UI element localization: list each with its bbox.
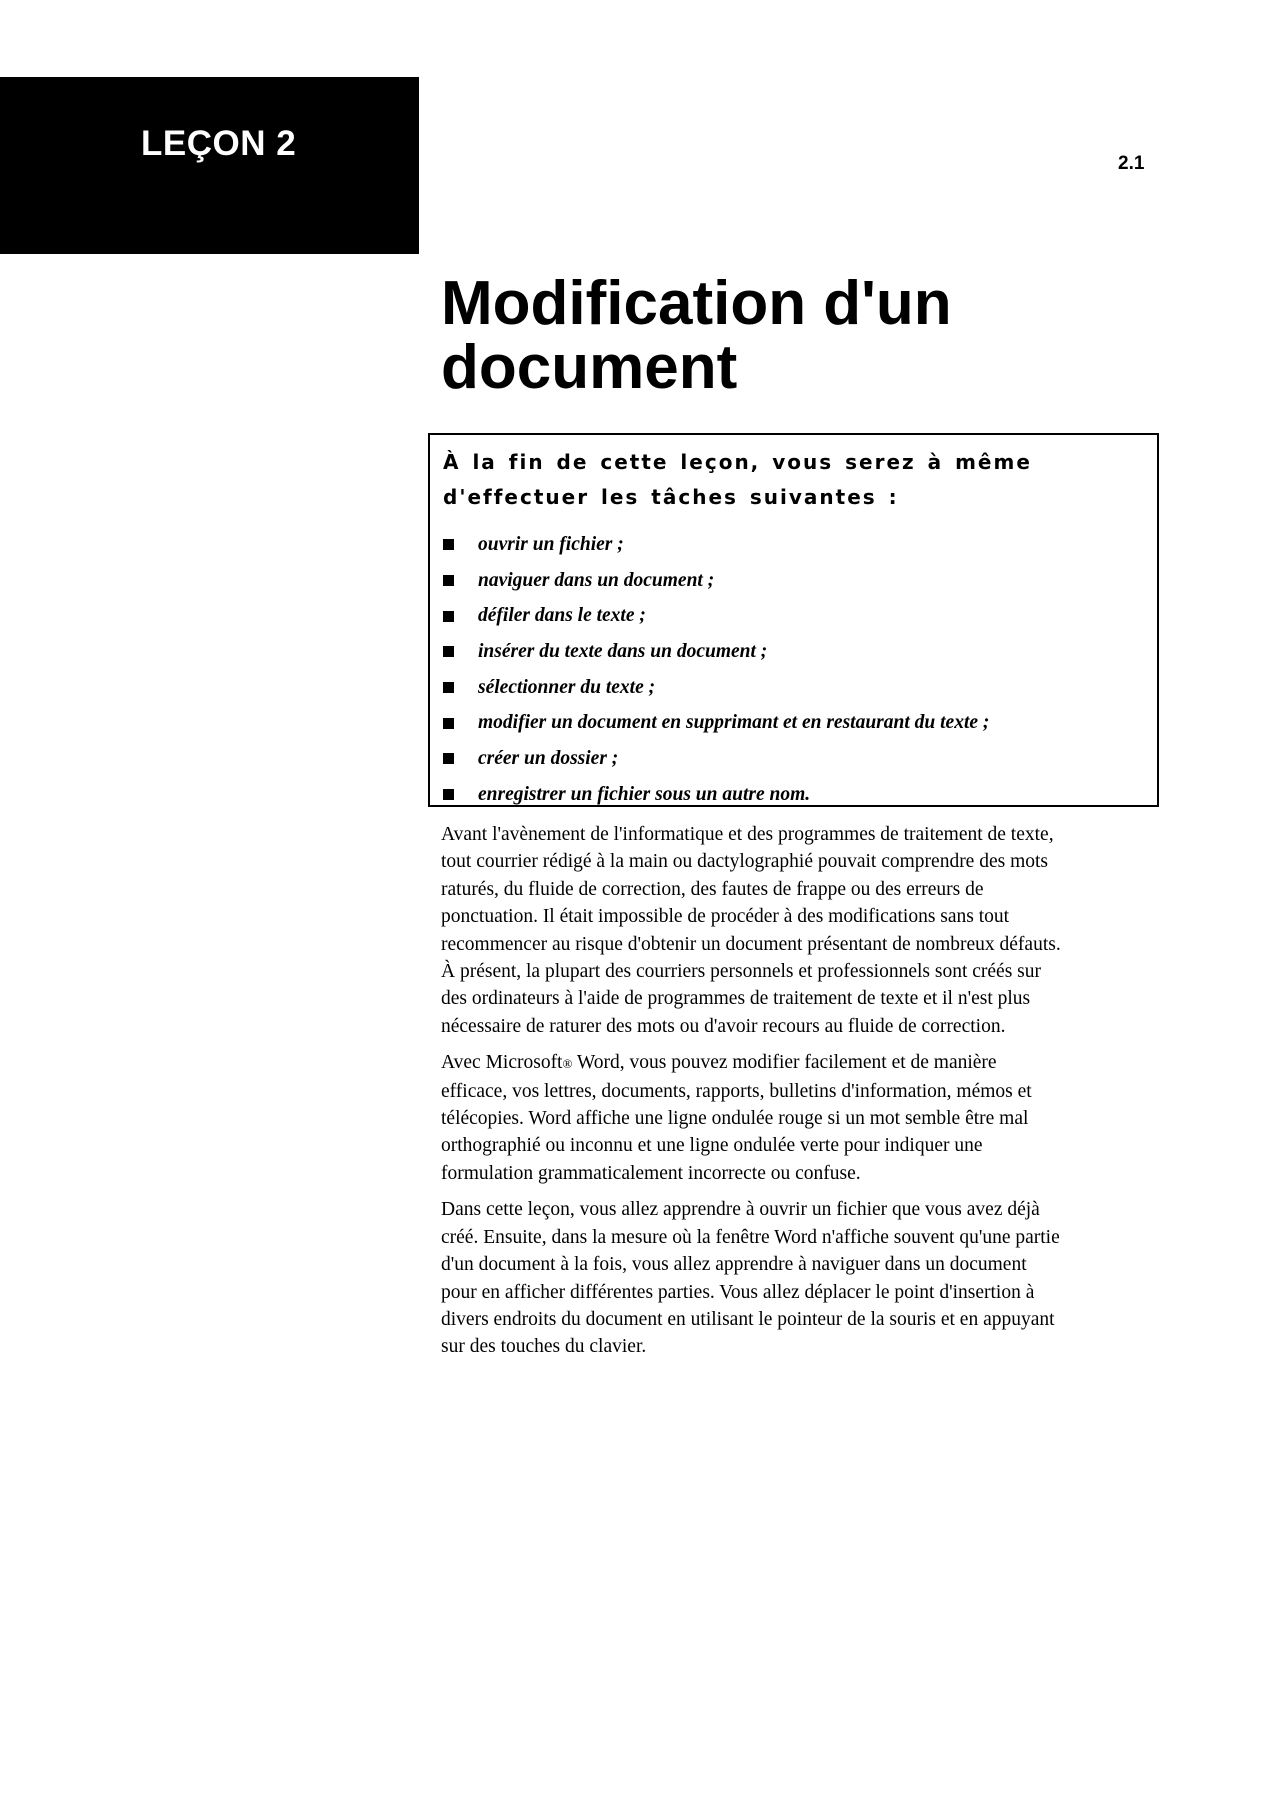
body-line: recommencer au risque d'obtenir un document présentant de nombreux défauts. xyxy=(441,933,1061,955)
objective-item xyxy=(442,705,989,741)
objective-item xyxy=(442,563,989,599)
lesson-header-block xyxy=(0,77,419,254)
body-line: créé. Ensuite, dans la mesure où la fenêtre Word n'affiche souvent qu'une partie xyxy=(441,1226,1060,1248)
page-title-line-1: Modification d'un xyxy=(441,269,952,338)
lesson-label: LEÇON 2 xyxy=(141,124,297,163)
objectives-intro xyxy=(443,445,1143,515)
body-line: ponctuation. Il était impossible de procéder à des modifications sans tout xyxy=(441,906,1010,928)
objective-text: modifier un document en supprimant et en restaurant du texte ; xyxy=(478,712,990,734)
bullet-square-icon xyxy=(443,789,454,800)
bullet-square-icon xyxy=(443,539,454,550)
objective-text: défiler dans le texte ; xyxy=(478,605,646,627)
body-paragraph-1 xyxy=(441,821,1161,1040)
body-line: tout courrier rédigé à la main ou dactylographié pouvait comprendre des mots xyxy=(441,851,1049,873)
bullet-square-icon xyxy=(443,611,454,622)
objective-item xyxy=(442,777,989,813)
body-line: d'un document à la fois, vous allez apprendre à naviguer dans un document xyxy=(441,1254,1027,1276)
body-line: Avant l'avènement de l'informatique et des programmes de traitement de texte, xyxy=(441,824,1054,845)
bullet-square-icon xyxy=(443,646,454,657)
objectives-box xyxy=(428,433,1159,807)
objective-text: enregistrer un fichier sous un autre nom. xyxy=(478,783,811,805)
body-line: formulation grammaticalement incorrecte ou confuse. xyxy=(441,1162,861,1184)
body-line: Dans cette leçon, vous allez apprendre à ouvrir un fichier que vous avez déjà xyxy=(441,1199,1040,1221)
objectives-intro-line-1: À la fin de cette leçon, vous serez à même xyxy=(443,450,1032,474)
body-line-start: Avec Microsoft xyxy=(441,1052,563,1074)
objective-text: sélectionner du texte ; xyxy=(478,676,656,698)
body-line: efficace, vos lettres, documents, rapports, bulletins d'information, mémos et xyxy=(441,1080,1032,1102)
objective-item xyxy=(442,598,989,634)
body-line: sur des touches du clavier. xyxy=(441,1336,647,1358)
body-paragraph-3 xyxy=(441,1196,1161,1360)
objective-item xyxy=(442,527,989,563)
body-line: télécopies. Word affiche une ligne ondulée rouge si un mot semble être mal xyxy=(441,1108,1029,1130)
objective-text: ouvrir un fichier ; xyxy=(478,533,624,555)
body-line: des ordinateurs à l'aide de programmes de traitement de texte et il n'est plus xyxy=(441,988,1031,1010)
objective-text: naviguer dans un document ; xyxy=(478,569,715,591)
objective-text: créer un dossier ; xyxy=(478,747,619,769)
bullet-square-icon xyxy=(443,575,454,586)
body-line: raturés, du fluide de correction, des fautes de frappe ou des erreurs de xyxy=(441,878,984,900)
body-paragraph-2 xyxy=(441,1049,1161,1187)
bullet-square-icon xyxy=(443,682,454,693)
body-line: nécessaire de raturer des mots ou d'avoir recours au fluide de correction. xyxy=(441,1015,1006,1037)
body-line: divers endroits du document en utilisant le pointeur de la souris et en appuyant xyxy=(441,1308,1055,1330)
registered-mark: ® xyxy=(562,1056,573,1072)
bullet-square-icon xyxy=(443,753,454,764)
page-title-line-2: document xyxy=(441,333,738,402)
body-line: orthographié ou inconnu et une ligne ondulée verte pour indiquer une xyxy=(441,1135,983,1157)
body-line-rest: Word, vous pouvez modifier facilement et de manière xyxy=(572,1052,997,1074)
objective-item xyxy=(442,741,989,777)
bullet-square-icon xyxy=(443,718,454,729)
objective-text: insérer du texte dans un document ; xyxy=(478,640,768,662)
objectives-intro-line-2: d'effectuer les tâches suivantes : xyxy=(443,485,899,509)
page-number: 2.1 xyxy=(1118,153,1145,174)
objective-item xyxy=(442,670,989,706)
body-text xyxy=(441,821,1161,1370)
objectives-list xyxy=(442,527,989,813)
body-line: pour en afficher différentes parties. Vous allez déplacer le point d'insertion à xyxy=(441,1281,1035,1303)
objective-item xyxy=(442,634,989,670)
page-title xyxy=(441,269,1161,402)
body-line: À présent, la plupart des courriers personnels et professionnels sont créés sur xyxy=(441,961,1041,983)
